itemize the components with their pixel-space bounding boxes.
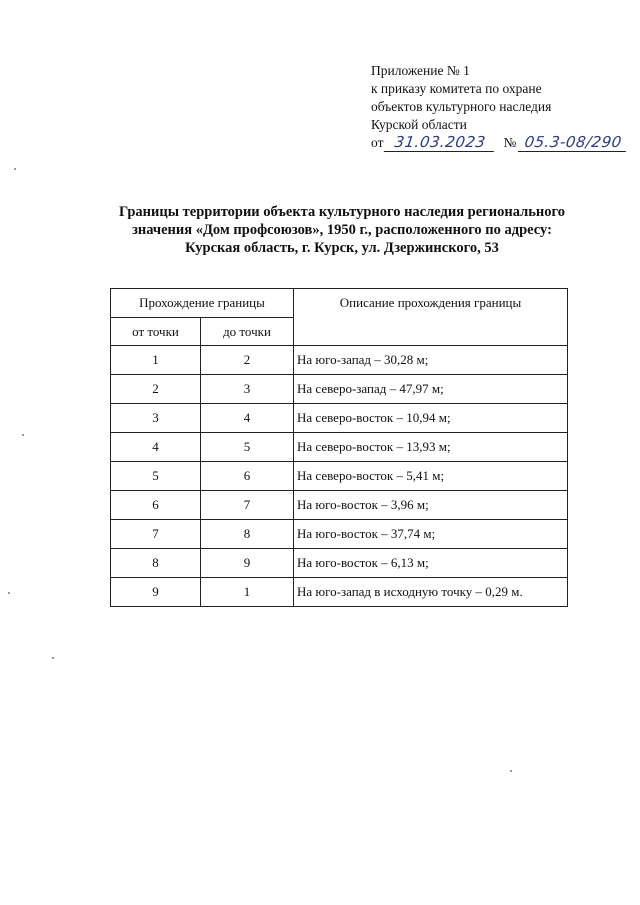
to-point-cell: 6 [201,462,294,491]
description-cell: На юго-восток – 6,13 м; [294,549,568,578]
description-cell: На северо-восток – 5,41 м; [294,462,568,491]
scan-speck [8,592,10,594]
number-label: № [503,135,517,150]
table-row [111,578,568,607]
title-line-1: Границы территории объекта культурного наследия регионального [119,204,565,220]
description-cell: На юго-восток – 37,74 м; [294,520,568,549]
to-point-cell: 8 [201,520,294,549]
to-point-cell: 5 [201,433,294,462]
description-cell: На юго-запад – 30,28 м; [294,346,568,375]
appendix-title: Приложение № 1 [371,63,470,78]
from-point-cell: 7 [111,520,201,549]
table-row [111,404,568,433]
handwritten-order-number: 05.3-08/290 [518,135,628,152]
table-row [111,520,568,549]
description-header: Описание прохождения границы [294,289,568,346]
from-point-cell: 8 [111,549,201,578]
to-point-cell: 3 [201,375,294,404]
scan-speck [510,770,512,772]
description-cell: На юго-восток – 3,96 м; [294,491,568,520]
to-point-header: до точки [201,318,294,346]
scan-speck [14,168,16,170]
from-point-cell: 9 [111,578,201,607]
title-line-3: Курская область, г. Курск, ул. Дзержинского, 53 [185,240,499,256]
appendix-block [371,62,631,152]
to-point-cell: 1 [201,578,294,607]
to-point-cell: 2 [201,346,294,375]
table-row [111,375,568,404]
table-row [111,549,568,578]
scan-speck [52,657,54,659]
description-cell: На северо-восток – 13,93 м; [294,433,568,462]
boundary-table [110,288,568,607]
table-row [111,433,568,462]
appendix-date-number-line [371,134,631,152]
to-point-cell: 4 [201,404,294,433]
title-line-2: значения «Дом профсоюзов», 1950 г., расположенного по адресу: [132,222,552,238]
to-point-cell: 9 [201,549,294,578]
table-row [111,346,568,375]
table-row [111,462,568,491]
to-point-cell: 7 [201,491,294,520]
appendix-region-line: Курской области [371,117,467,132]
appendix-order-line: к приказу комитета по охране [371,81,542,96]
from-point-cell: 1 [111,346,201,375]
from-label: от [371,135,384,150]
document-title [92,203,592,257]
appendix-committee-line: объектов культурного наследия [371,99,552,114]
from-point-cell: 5 [111,462,201,491]
from-point-cell: 4 [111,433,201,462]
from-point-header: от точки [111,318,201,346]
from-point-cell: 2 [111,375,201,404]
table-row [111,491,568,520]
description-cell: На юго-запад в исходную точку – 0,29 м. [294,578,568,607]
scan-speck [22,434,24,436]
from-point-cell: 6 [111,491,201,520]
description-cell: На северо-запад – 47,97 м; [294,375,568,404]
group-header: Прохождение границы [111,289,294,318]
description-cell: На северо-восток – 10,94 м; [294,404,568,433]
handwritten-date: 31.03.2023 [384,135,496,152]
from-point-cell: 3 [111,404,201,433]
